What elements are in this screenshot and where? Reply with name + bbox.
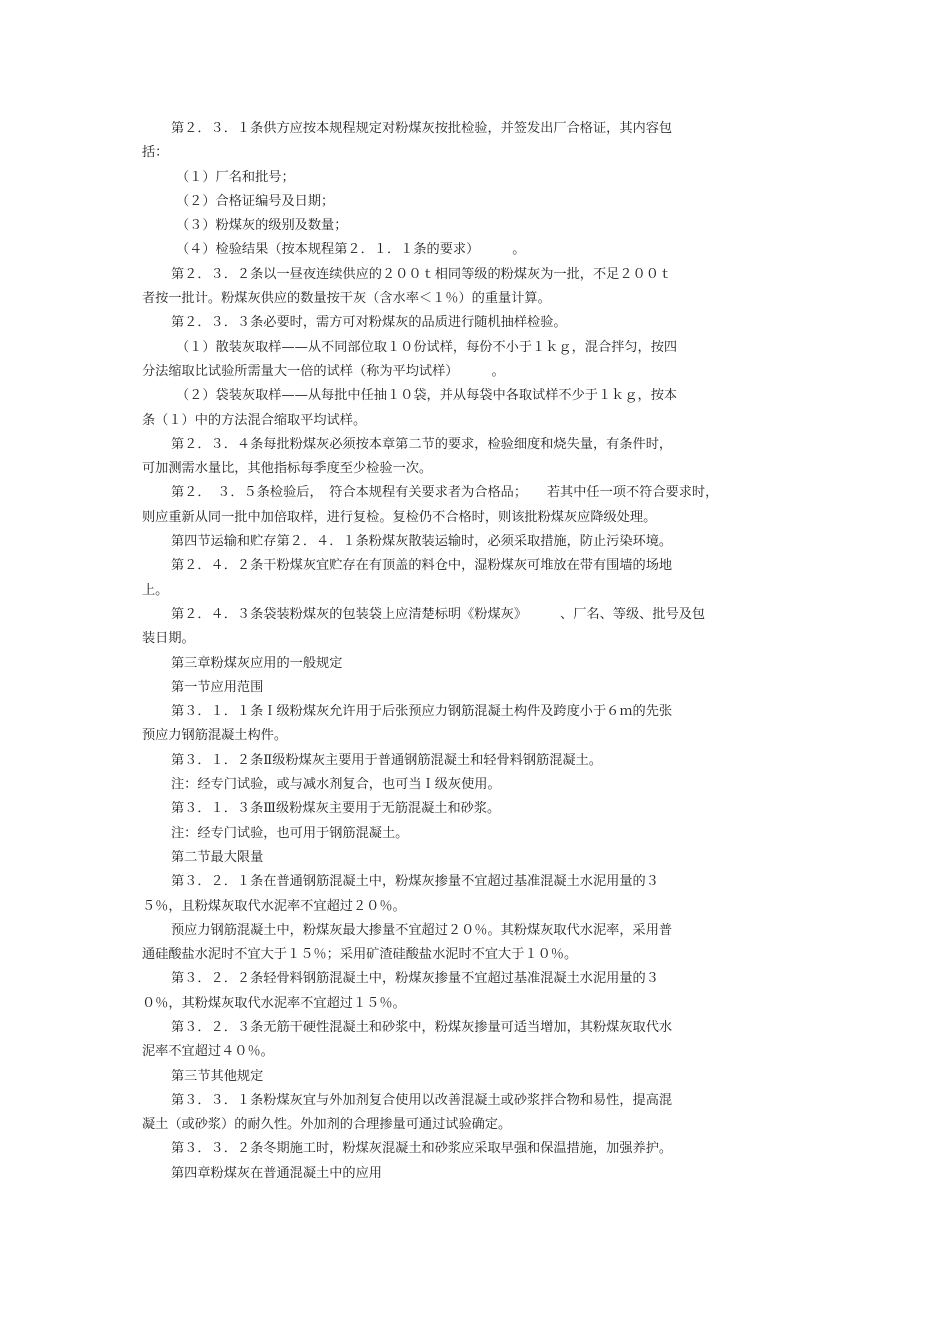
paragraph-line: （４）检验结果（按本规程第２．１．１条的要求） 。: [176, 242, 526, 258]
paragraph-line: 第四节运输和贮存第２．４．１条粉煤灰散装运输时，必须采取措施，防止污染环境。: [171, 534, 673, 550]
paragraph-line: （２）合格证编号及日期；: [176, 193, 335, 209]
paragraph-continuation-line: 泥率不宜超过４０％。: [142, 1044, 274, 1060]
paragraph-line: 第２．４．３条袋装粉煤灰的包装袋上应清楚标明《粉煤灰》 、厂名、等级、批号及包: [171, 606, 706, 622]
paragraph-line: （１）厂名和批号；: [176, 169, 295, 185]
paragraph-line: 注：经专门试验，或与减水剂复合，也可当Ｉ级灰使用。: [171, 777, 501, 793]
paragraph-continuation-line: 上。: [142, 582, 169, 598]
paragraph-line: 第四章粉煤灰在普通混凝土中的应用: [171, 1165, 382, 1181]
paragraph-continuation-line: 条（１）中的方法混合缩取平均试样。: [142, 412, 367, 428]
paragraph-line: （２）袋装灰取样——从每批中任抽１０袋，并从每袋中各取试样不少于１ｋｇ，按本: [176, 388, 678, 404]
paragraph-continuation-line: 凝土（或砂浆）的耐久性。外加剂的合理掺量可通过试验确定。: [142, 1117, 512, 1133]
paragraph-continuation-line: ５％，且粉煤灰取代水泥率不宜超过２０％。: [142, 898, 406, 914]
paragraph-line: 第３．２．１条在普通钢筋混凝土中，粉煤灰掺量不宜超过基准混凝土水泥用量的３: [171, 874, 659, 890]
paragraph-line: 第３．２．２条轻骨料钢筋混凝土中，粉煤灰掺量不宜超过基准混凝土水泥用量的３: [171, 971, 659, 987]
document-page: [142, 117, 792, 1186]
paragraph-line: 第３．２．３条无筋干硬性混凝土和砂浆中，粉煤灰掺量可适当增加，其粉煤灰取代水: [171, 1019, 673, 1035]
paragraph-line: （１）散装灰取样——从不同部位取１０份试样，每份不小于１ｋｇ，混合拌匀，按四: [176, 339, 678, 355]
paragraph-line: 第２．３．１条供方应按本规程规定对粉煤灰按批检验，并签发出厂合格证，其内容包: [171, 121, 673, 136]
paragraph-continuation-line: 者按一批计。粉煤灰供应的数量按干灰（含水率＜１％）的重量计算。: [142, 291, 551, 307]
paragraph-continuation-line: 可加测需水量比，其他指标每季度至少检验一次。: [142, 461, 433, 477]
paragraph-continuation-line: 通硅酸盐水泥时不宜大于１５％；采用矿渣硅酸盐水泥时不宜大于１０％。: [142, 947, 578, 963]
paragraph-line: 第３．１．３条Ⅲ级粉煤灰主要用于无筋混凝土和砂浆。: [171, 801, 501, 817]
paragraph-line: 注：经专门试验，也可用于钢筋混凝土。: [171, 825, 409, 841]
paragraph-line: 第３．３．２条冬期施工时，粉煤灰混凝土和砂浆应采取早强和保温措施，加强养护。: [171, 1141, 673, 1157]
paragraph-continuation-line: 括：: [142, 145, 169, 161]
paragraph-line: 第３．３．１条粉煤灰宜与外加剂复合使用以改善混凝土或砂浆拌合物和易性，提高混: [171, 1092, 673, 1108]
paragraph-continuation-line: 分法缩取比试验所需量大一倍的试样（称为平均试样） 。: [142, 363, 505, 379]
paragraph-line: 第３．１．１条Ｉ级粉煤灰允许用于后张预应力钢筋混凝土构件及跨度小于６ｍ的先张: [171, 704, 673, 720]
paragraph-line: 第三节其他规定: [171, 1068, 264, 1084]
paragraph-line: 第一节应用范围: [171, 679, 264, 695]
paragraph-continuation-line: ０％，其粉煤灰取代水泥率不宜超过１５％。: [142, 995, 406, 1011]
paragraph-continuation-line: 预应力钢筋混凝土构件。: [142, 728, 288, 744]
paragraph-line: 第２． ３．５条检验后， 符合本规程有关要求者为合格品； 若其中任一项不符合要求时，: [171, 485, 719, 501]
paragraph-line: 预应力钢筋混凝土中，粉煤灰最大掺量不宜超过２０％。其粉煤灰取代水泥率，采用普: [171, 922, 673, 938]
paragraph-line: 第２．３．２条以一昼夜连续供应的２００ｔ相同等级的粉煤灰为一批，不足２００ｔ: [171, 266, 673, 282]
paragraph-continuation-line: 则应重新从同一批中加倍取样，进行复检。复检仍不合格时，则该批粉煤灰应降级处理。: [142, 509, 657, 525]
paragraph-line: 第三章粉煤灰应用的一般规定: [171, 655, 343, 671]
paragraph-line: （３）粉煤灰的级别及数量；: [176, 218, 348, 234]
paragraph-line: 第２．３．３条必要时，需方可对粉煤灰的品质进行随机抽样检验。: [171, 315, 567, 331]
paragraph-line: 第２．４．２条干粉煤灰宜贮存在有顶盖的料仓中，湿粉煤灰可堆放在带有围墙的场地: [171, 558, 673, 574]
paragraph-line: 第３．１．２条Ⅱ级粉煤灰主要用于普通钢筋混凝土和轻骨料钢筋混凝土。: [171, 752, 602, 768]
paragraph-line: 第二节最大限量: [171, 849, 264, 865]
paragraph-line: 第２．３．４条每批粉煤灰必须按本章第二节的要求，检验细度和烧失量，有条件时，: [171, 436, 673, 452]
paragraph-continuation-line: 装日期。: [142, 631, 195, 647]
